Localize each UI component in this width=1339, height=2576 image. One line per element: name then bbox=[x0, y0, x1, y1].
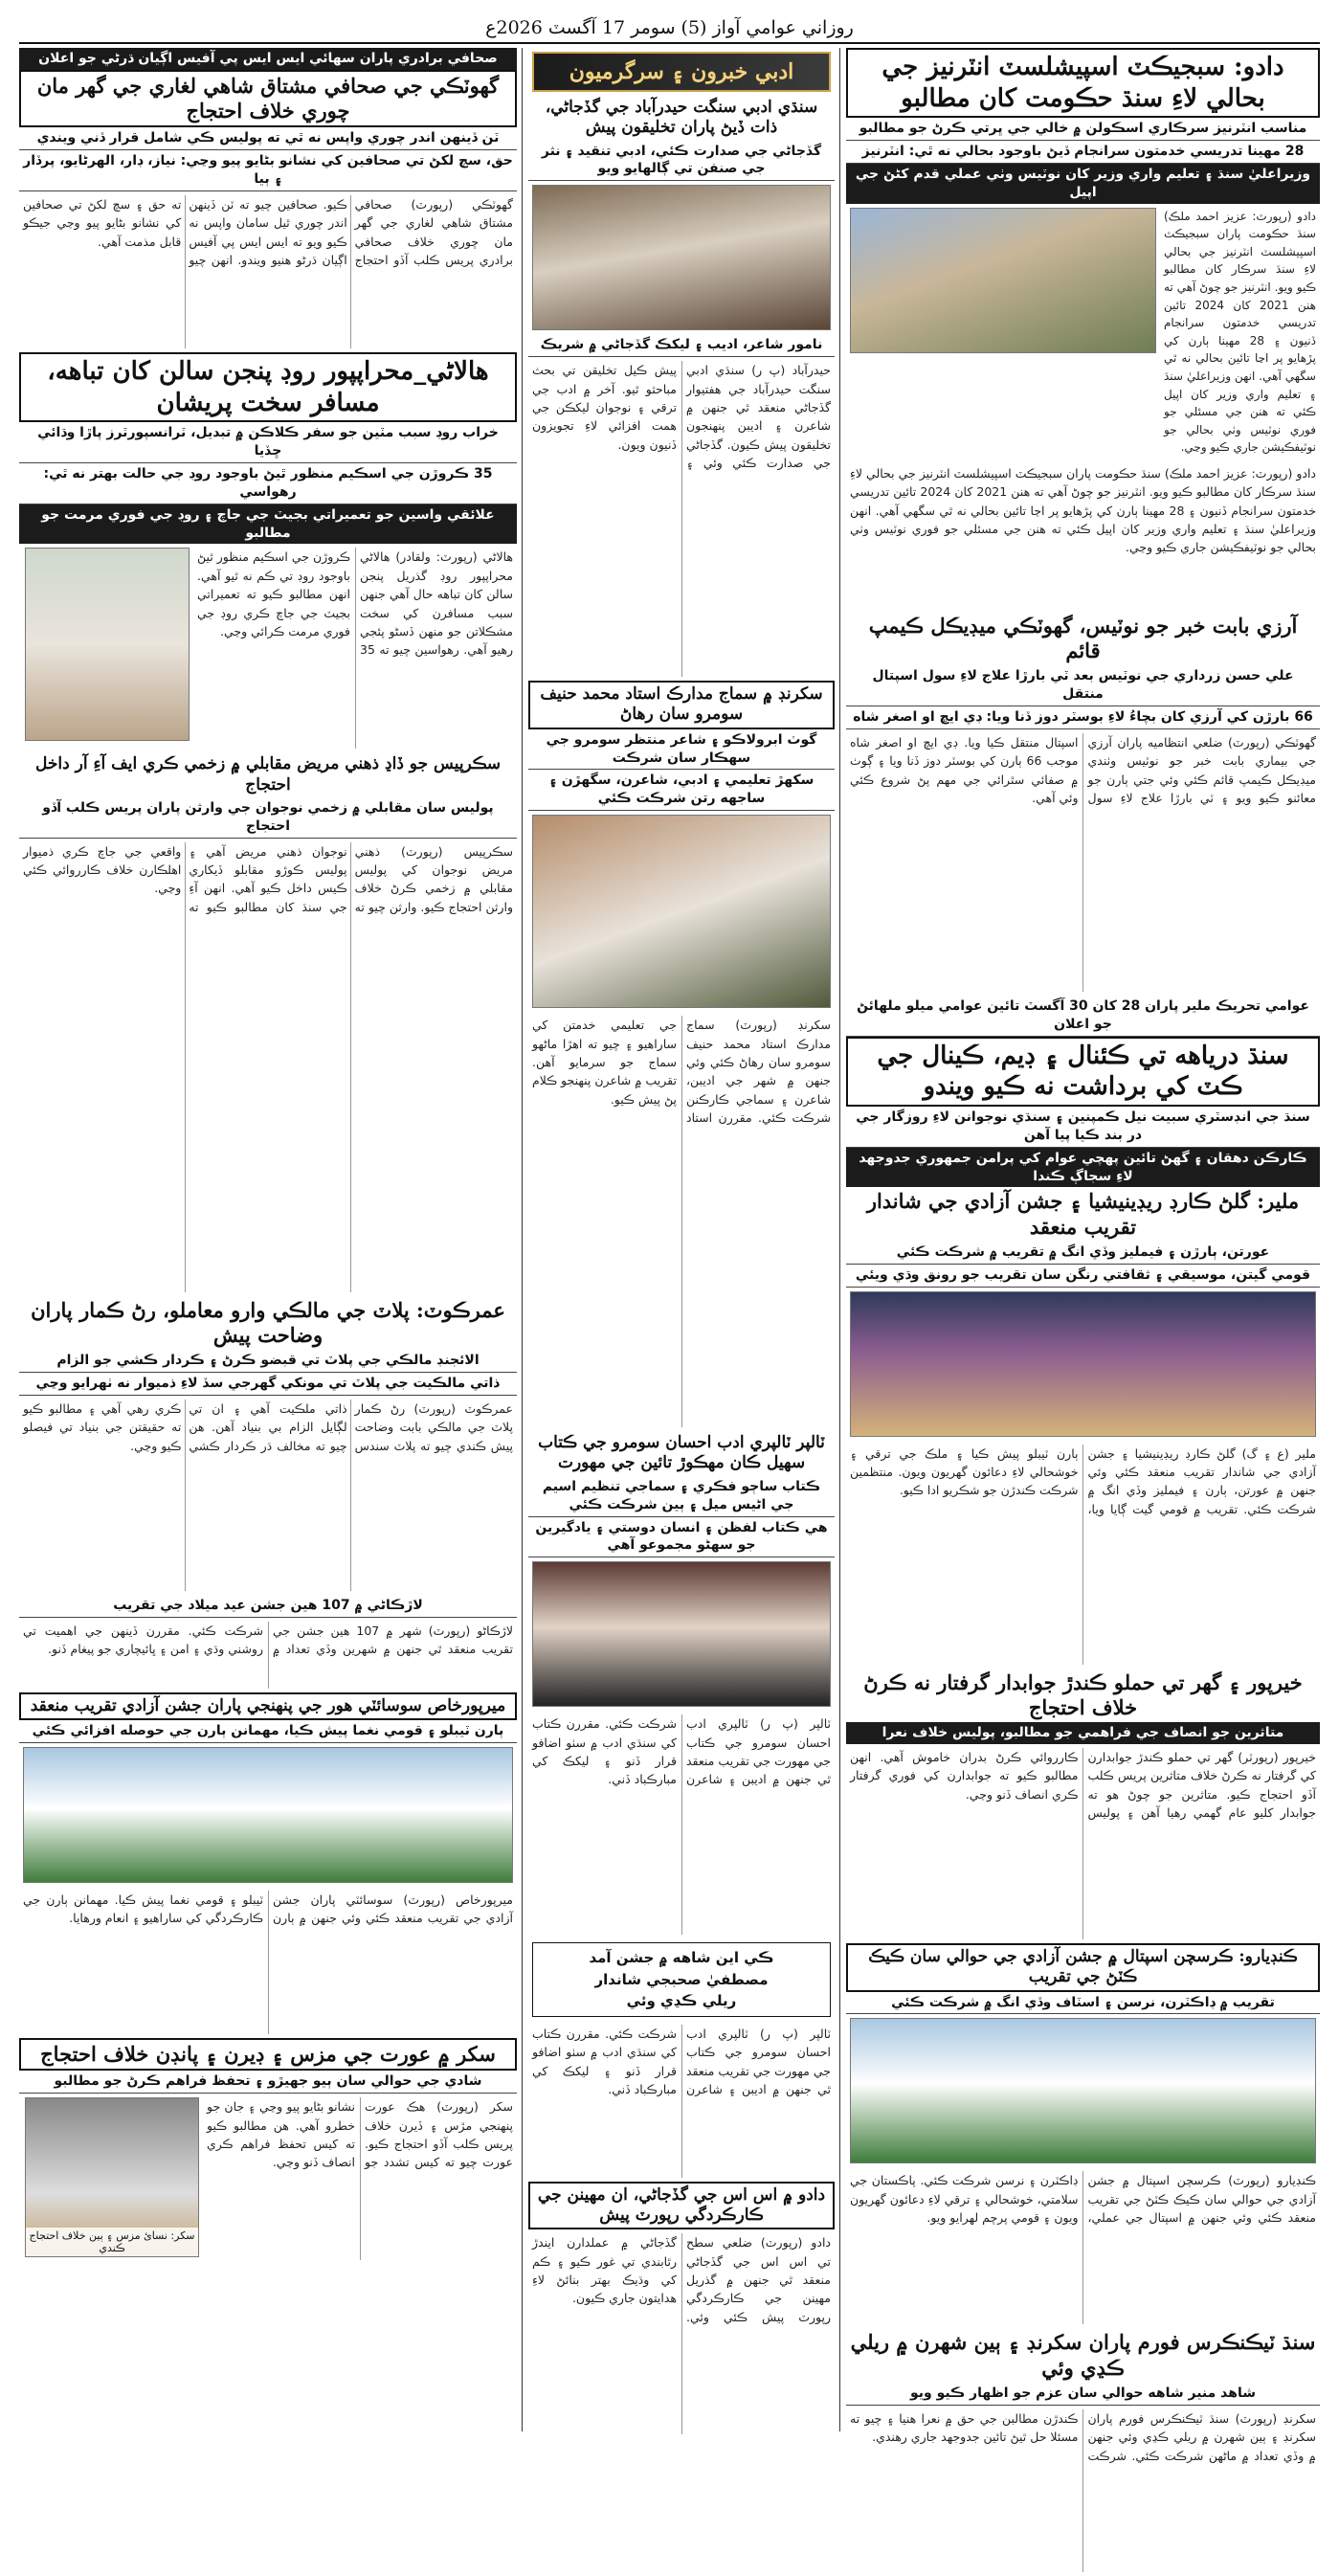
story-body: حيدرآباد (پ ر) سنڌي ادبي سنگت حيدرآباد جي هفتيوار گڏجاڻي منعقد ٿي جنهن ۾ شاعرن ۽ اديبن پنهنجون تخليقون پيش ڪيون. گڏجاڻي جي صدارت ڪئي وئي ۽ پيش ڪيل تخليقن تي بحث مباحثو ٿيو. آخر ۾ ادب جي ترقي ۽ نوجوان ليکڪن جي همت افزائي لاءِ تجويزون ڏنيون ويون. bbox=[532, 363, 831, 471]
story-body: گهوٽڪي (رپورٽ) ضلعي انتظاميه پاران آرزي جي بيماري بابت خبر جو نوٽيس وٺندي ميڊيڪل ڪيمپ قائم ڪئي وئي جتي ٻارن جو معائنو ڪيو ويو ۽ ٽي بارڙا علاج لاءِ سول اسپتال منتقل ڪيا ويا. ڊي ايڇ او اصغر شاه موجب 66 ٻارن کي بوسٽر دوز ڏنا ويا ۽ ڳوٺ ۾ صفائي سٿرائي جي مهم پڻ شروع ڪئي وئي آهي. bbox=[850, 735, 1316, 806]
literary-news-banner: ادبي خبرون ۽ سرگرميون bbox=[532, 52, 831, 92]
story-sub: گوٺ ابرولاڪو ۽ شاعر منتظر سومرو جي سهڪار سان شرڪت bbox=[528, 729, 835, 771]
story-sub: حق، سچ لکڻ تي صحافين کي نشانو بڻايو پيو وڃي: نياز، ڊار، الهرڻايو، پرڏار ۽ ٻيا bbox=[19, 150, 517, 191]
story-body: خيرپور (رپورٽر) گهر تي حملو ڪندڙ جوابدارن کي گرفتار نه ڪرڻ خلاف متاثرين پريس ڪلب آڏو احتجاج ڪيو. متاثرين جو چوڻ هو ته جوابدار کليو عام گهمي رهيا آهن ۽ پوليس ڪارروائي ڪرڻ بدران خاموش آهي. انهن مطالبو ڪيو ته جوابدارن کي فوري گرفتار ڪري انصاف ڏنو وڃي. bbox=[850, 1750, 1316, 1821]
story-sub: شادي جي حوالي سان ٻيو جهيڙو ۽ تحفظ فراهم ڪرڻ جو مطالبو bbox=[19, 2071, 517, 2094]
story-headline: سڪرپيس جو ڏاڍ ذهني مريض مقابلي ۾ زخمي ڪري ايف آءِ آر داخل احتجاج bbox=[35, 754, 501, 795]
photo-caption: نامور شاعر، اديب ۽ ليکڪ گڏجاڻي ۾ شريڪ bbox=[528, 334, 835, 357]
story-body: لاڙڪاڻو (رپورٽ) شهر ۾ 107 هين جشن جي تقريب منعقد ٿي جنهن ۾ شهرين وڏي تعداد ۾ شرڪت ڪئي. مقررن ڏينهن جي اهميت تي روشني وڌي ۽ امن ۽ ڀائيچاري جو پيغام ڏنو. bbox=[23, 1623, 513, 1657]
story-body: دادو (رپورٽ) ضلعي سطح تي اس اس جي گڏجاڻي منعقد ٿي جنهن ۾ گذريل مهينن جي ڪارڪردگي رپورٽ پيش ڪئي وئي. گڏجاڻي ۾ عملدارن ايندڙ رٿابندي تي غور ڪيو ۽ ڪم کي وڌيڪ بهتر بنائڻ لاءِ هدايتون جاري ڪيون. bbox=[532, 2235, 831, 2324]
woman-portrait-photo bbox=[25, 2097, 199, 2257]
story-headline: سکرنڊ ۾ سماج مدارڪ استاد محمد حنيف سومرو سان رهاڻ bbox=[528, 681, 835, 729]
lead-sub: 28 مهينا تدريسي خدمتون سرانجام ڏيڻ باوجود بحالي نه ٿي: انٽرنيز bbox=[846, 141, 1320, 164]
story-body: ملير (ع ۽ گ) گلڻ ڪارڊ ريڊينيشيا ۽ جشن آزادي جي شاندار تقريب منعقد ڪئي وئي جنهن ۾ عورتن، ٻارن ۽ فيمليز وڏي انگ ۾ شرڪت ڪئي. تقريب ۾ قومي گيت ڳايا ويا، ٻارن ٽيبلو پيش ڪيا ۽ ملڪ جي ترقي ۽ خوشحالي لاءِ دعائون گهريون ويون. منتظمين شرڪت ڪندڙن جو شڪريو ادا ڪيو. bbox=[850, 1445, 1316, 1516]
story-sub: تقريب ۾ ڊاڪٽرن، نرسن ۽ اسٽاف وڏي انگ ۾ شرڪت ڪئي bbox=[846, 1992, 1320, 2015]
story-sub: سنڌ جي انڊسٽري سبيت نيل ڪمپنين ۽ سنڌي نوجوانن لاءِ روزگار جي در بند ڪيا پيا آهن bbox=[846, 1107, 1320, 1148]
road-story-row bbox=[19, 544, 517, 752]
story-body: ٽالپر (پ ر) ٽالپري ادب احسان سومرو جي ڪتاب جي مهورت جي تقريب منعقد ٿي جنهن ۾ اديبن ۽ شاعرن شرڪت ڪئي. مقررن ڪتاب کي سنڌي ادب ۾ سٺو اضافو قرار ڏنو ۽ ليکڪ کي مبارڪباد ڏني. bbox=[532, 2026, 831, 2096]
story-body: عمرڪوٽ (رپورٽ) رڻ ڪمار پلاٽ جي مالڪي بابت وضاحت پيش ڪندي چيو ته پلاٽ سندس ذاتي ملڪيت آهي ۽ ان تي لڳايل الزام بي بنياد آهن. هن چيو ته مخالف ڌر ڪردار ڪشي ڪري رهي آهي ۽ مطالبو ڪيو ته حقيقتن جي بنياد تي فيصلو ڪيو وڃي. bbox=[23, 1400, 513, 1453]
protest-photo bbox=[850, 208, 1156, 353]
masthead: روزاني عوامي آواز (5) سومر 17 آگسٽ 2026ع bbox=[19, 13, 1320, 44]
story-headline: ميرپورخاص سوسائٽي هور جي پنهنجي پاران جشن آزادي تقريب منعقد bbox=[19, 1692, 517, 1720]
story-body: سکر (رپورٽ) هڪ عورت پنهنجي مڙس ۽ ڏيرن خلاف پريس ڪلب آڏو احتجاج ڪيو. عورت چيو ته کيس تشدد جو نشانو بڻايو پيو وڃي ۽ جان جو خطرو آهي. هن مطالبو ڪيو ته کيس تحفظ فراهم ڪري انصاف ڏنو وڃي. bbox=[207, 2099, 513, 2170]
story-sub: ٽن ڏينهن اندر چوري واپس نه ٿي ته پوليس ڪي شامل قرار ڏني ويندي bbox=[19, 127, 517, 150]
story-sub: صحافي برادري پاران سهائي ايس ايس پي آفيس اڳيان ڌرڻي جو اعلان bbox=[19, 48, 517, 70]
story-sub: ڪارڪن دهقان ۽ گهڻ تائين پهچي عوام کي پرامن جمهوري جدوجهد لاءِ سجاڳ ڪندا bbox=[846, 1148, 1320, 1188]
story-sub: علي حسن زرداري جي نوٽيس بعد ٽي بارڙا علاج لاءِ سول اسپتال منتقل bbox=[846, 665, 1320, 706]
story-sub: علائقي واسين جو تعميراتي بجيٽ جي جاچ ۽ روڊ جي فوري مرمت جو مطالبو bbox=[19, 504, 517, 545]
story-sub: سکهڙ تعليمي ۽ ادبي، شاعرن، سگهڙن ۽ ساجهه رتن شرڪت ڪئي bbox=[528, 770, 835, 811]
story-body: هالاڻي (رپورٽ: ولقادر) هالاڻي محراپپور روڊ گذريل پنجن سالن کان تباهه حال آهي جنهن سبب مسافرن کي سخت مشڪلاتن جو منهن ڏسڻو پئجي رهيو آهي. رهواسين چيو ته 35 ڪروڙن جي اسڪيم منظور ٿيڻ باوجود روڊ تي ڪم نه ٿيو آهي. انهن مطالبو ڪيو ته تعميراتي بجيٽ جي جاچ ڪري روڊ جي فوري مرمت ڪرائي وڃي. bbox=[197, 549, 513, 658]
story-headline: ملير: گلڻ ڪارڊ ريڊينيشيا ۽ جشن آزادي جي شاندار تقريب منعقد bbox=[866, 1189, 1300, 1239]
story-body: سکرنڊ (رپورٽ) سنڌ ٽيڪنڪرس فورم پاران سکرنڊ ۽ ٻين شهرن ۾ ريلي ڪڍي وئي جنهن ۾ وڏي تعداد ۾ ماڻهن شرڪت ڪئي. شرڪت ڪندڙن مطالبن جي حق ۾ نعرا هنيا ۽ چيو ته مسئلا حل ٿيڻ تائين جدوجهد جاري رهندي. bbox=[850, 2410, 1316, 2463]
lead-headline: دادو: سبجيڪٽ اسپيشلسٽ انٽرنيز جي بحالي لاءِ سنڌ حڪومت کان مطالبو bbox=[846, 48, 1320, 118]
story-headline: عمرڪوٽ: پلاٽ جي مالڪي وارو معاملو، رڻ ڪمار پاران وضاحت پيش bbox=[31, 1297, 505, 1347]
notice-line: مصطفيٰ صحبجي شاندار bbox=[594, 1970, 769, 1988]
column-rule bbox=[839, 48, 840, 2431]
protest-story-row bbox=[19, 2094, 517, 2264]
story-body: گهوٽڪي (رپورٽ) صحافي مشتاق شاهي لغاري جي گهر مان چوري خلاف صحافي برادري پريس ڪلب آڏو احتجاج ڪيو. صحافين چيو ته ٽن ڏينهن اندر چوري ٿيل سامان واپس نه ڪيو ويو ته ايس ايس پي آفيس اڳيان ڌرڻو هنيو ويندو. انهن چيو ته حق ۽ سچ لکڻ تي صحافين کي نشانو بڻايو پيو وڃي جيڪو قابل مذمت آهي. bbox=[23, 197, 513, 268]
story-sub: الائجنڊ مالڪي جي پلاٽ تي قبضو ڪرڻ ۽ ڪردار ڪشي جو الزام bbox=[19, 1350, 517, 1373]
notice-title: ڪي اين شاهه ۾ جشن آمد bbox=[589, 1949, 774, 1967]
story-sub: لاڙڪاڻي ۾ 107 هين جشن عيد ميلاد جي تقريب bbox=[19, 1595, 517, 1618]
story-sub: ڪتاب ساڄو فڪري ۽ سماجي تنظيم اسيم جي اڻيس ميل ۽ ٻين شرڪت ڪئي bbox=[528, 1476, 835, 1517]
damaged-road-photo bbox=[25, 548, 190, 741]
story-body: ڪنڊيارو (رپورٽ) ڪرسچن اسپتال ۾ جشن آزادي جي حوالي سان ڪيڪ ڪٽڻ جي تقريب منعقد ڪئي وئي جنهن ۾ اسپتال جي عملي، ڊاڪٽرن ۽ نرسن شرڪت ڪئي. پاڪستان جي سلامتي، خوشحالي ۽ ترقي لاءِ دعائون گهريون ويون ۽ قومي پرچم لهرايو ويو. bbox=[850, 2173, 1316, 2226]
cake-ceremony-photo bbox=[850, 2018, 1316, 2163]
story-headline: سنڌي ادبي سنگت حيدرآباد جي گڏجاڻي، ذات ڏيڻ پاران تخليقون پيش bbox=[545, 98, 818, 138]
story-sub: ٻارن ٽيبلو ۽ قومي نغما پيش ڪيا، مهمانن ٻارن جي حوصله افزائي ڪئي bbox=[19, 1720, 517, 1743]
column-right bbox=[846, 48, 1320, 2463]
story-headline: سکر ۾ عورت جي مزس ۽ ڊيرن ۽ پانڊن خلاف احتجاج bbox=[19, 2038, 517, 2071]
story-sub: گڏجاڻي جي صدارت ڪئي، ادبي تنقيد ۽ نثر جي صنفن تي ڳالهايو ويو bbox=[528, 141, 835, 182]
lead-body-cont: دادو (رپورٽ: عزيز احمد ملڪ) سنڌ حڪومت پاران سبجيڪٽ اسپيشلسٽ انٽرنيز جي بحالي لاءِ سنڌ سرڪار کان مطالبو ڪيو ويو. انٽرنيز جو چوڻ آهي ته هنن 2021 کان 2024 تائين تدريسي خدمتون سرانجام ڏنيون ۽ 28 مهينا ٻارن کي پڙهايو پر اڃا تائين بحالي نه ٿي سگهي آهي. انهن وزيراعليٰ سنڌ ۽ تعليم واري وزير کان اپيل ڪئي ته هنن جي مسئلي جو فوري نوٽيس وٺي بحالي جو نوٽيفڪيشن جاري ڪيو وڃي. bbox=[850, 465, 1316, 555]
book-launch-photo bbox=[532, 1561, 831, 1707]
story-headline: سنڌ ٽيڪنڪرس فورم پاران سکرنڊ ۽ ٻين شهرن ۾ ريلي ڪڍي وئي bbox=[850, 2330, 1316, 2380]
story-body: سکرنڊ (رپورٽ) سماج مدارڪ استاد محمد حنيف سومرو سان رهاڻ ڪئي وئي جنهن ۾ شهر جي اديبن، شاعرن ۽ سماجي ڪارڪنن شرڪت ڪئي. مقررن استاد جي تعليمي خدمتن کي ساراهيو ۽ چيو ته اهڙا ماڻهو سماج جو سرمايو آهن. تقريب ۾ شاعرن پنهنجو ڪلام پڻ پيش ڪيو. bbox=[532, 1018, 831, 1126]
lead-story-row bbox=[846, 204, 1320, 460]
story-headline: گهوٽڪي جي صحافي مشتاق شاهي لغاري جي گهر مان چوري خلاف احتجاج bbox=[19, 70, 517, 128]
story-sub: متاثرين جو انصاف جي فراهمي جو مطالبو، پوليس خلاف نعرا bbox=[846, 1722, 1320, 1744]
story-headline: آرزي بابت خبر جو نوٽيس، گهوٽڪي ميڊيڪل ڪيمپ قائم bbox=[868, 613, 1298, 663]
columns bbox=[19, 48, 1320, 2463]
notice-box bbox=[532, 1942, 831, 2017]
story-sub: عوامي تحريڪ ملير پاران 28 کان 30 آگسٽ تائين عوامي ميلو ملهائڻ جو اعلان bbox=[846, 996, 1320, 1037]
story-sub: خراب روڊ سبب مٽين جو سفر ڪلاڪن ۾ تبديل، ٽرانسپورٽرز پاڙا وڌائي ڇڏيا bbox=[19, 422, 517, 463]
story-headline: ٽالپر ٽالپري ادب احسان سومرو جي ڪتاب سهيل ڪان مهڪوڙ تائين جي مهورت bbox=[538, 1433, 825, 1473]
story-headline: دادو ۾ اس اس جي گڏجاڻي، ان مهينن جي ڪارڪردگي رپورٽ پيش bbox=[528, 2182, 835, 2230]
story-sub: پوليس سان مقابلي ۾ زخمي نوجوان جي وارثن پاران پريس ڪلب آڏو احتجاج bbox=[19, 797, 517, 839]
literary-meeting-photo bbox=[532, 185, 831, 330]
story-headline: خيرپور ۽ گهر تي حملو ڪندڙ جوابدار گرفتار نه ڪرڻ خلاف احتجاج bbox=[863, 1669, 1303, 1719]
lead-sub: مناسب انٽرنيز سرڪاري اسڪولن ۾ خالي جي ڀرتي ڪرڻ جو مطالبو bbox=[846, 118, 1320, 141]
lead-sub: وزيراعليٰ سنڌ ۽ تعليم واري وزير کان نوٽيس وٺي عملي قدم کڻڻ جي اپيل bbox=[846, 164, 1320, 204]
story-sub: قومي گيتن، موسيقي ۽ ثقافتي رنگن سان تقريب جو رونق وڌي ويئي bbox=[846, 1265, 1320, 1288]
story-headline: هالاڻي_محراپپور روڊ پنجن سالن کان تباهه، مسافر سخت پريشان bbox=[19, 352, 517, 422]
story-body: سڪرپيس (رپورٽ) ذهني مريض نوجوان کي پوليس مقابلي ۾ زخمي ڪرڻ خلاف وارثن احتجاج ڪيو. وارثن چيو ته نوجوان ذهني مريض آهي ۽ پوليس ڪوڙو مقابلو ڏيکاري ڪيس داخل ڪيو آهي. انهن آءِ جي سنڌ کان مطالبو ڪيو ته واقعي جي جاچ ڪري ذميوار اهلڪارن خلاف ڪارروائي ڪئي وڃي. bbox=[23, 843, 513, 914]
column-middle bbox=[528, 48, 835, 2431]
gathering-photo bbox=[532, 815, 831, 1008]
story-sub: ذاتي مالڪيت جي پلاٽ تي مونکي گهرجي سڏ لاءِ ذميوار نه ٺهرايو وڃي bbox=[19, 1373, 517, 1396]
story-sub: شاهد منير شاهه حوالي سان عزم جو اظهار ڪيو ويو bbox=[846, 2383, 1320, 2406]
notice-line: ريلي ڪڍي وئي bbox=[626, 1992, 737, 2010]
story-body: ميرپورخاص (رپورٽ) سوسائٽي پاران جشن آزادي جي تقريب منعقد ڪئي وئي جنهن ۾ ٻارن ٽيبلو ۽ قومي نغما پيش ڪيا. مهمانن ٻارن جي ڪارڪردگي کي ساراهيو ۽ انعام ورهايا. bbox=[23, 1893, 513, 1926]
column-rule bbox=[522, 48, 523, 2431]
story-sub: عورتن، ٻارڙن ۽ فيمليز وڏي انگ ۾ تقريب ۾ شرڪت ڪئي bbox=[846, 1242, 1320, 1265]
photo-caption: سکر: نسائ مزس ۽ ٻين خلاف احتجاج ڪندي bbox=[26, 2228, 198, 2256]
story-body: ٽالپر (پ ر) ٽالپري ادب احسان سومرو جي ڪتاب جي مهورت جي تقريب منعقد ٿي جنهن ۾ اديبن ۽ شاعرن شرڪت ڪئي. مقررن ڪتاب کي سنڌي ادب ۾ سٺو اضافو قرار ڏنو ۽ ليکڪ کي مبارڪباد ڏني. bbox=[532, 1716, 831, 1787]
story-sub: هي ڪتاب لفظن ۽ انسان دوستي ۽ يادگيرين جو سهڻو مجموعو آهي bbox=[528, 1517, 835, 1558]
column-left bbox=[19, 48, 517, 2431]
lead-body: دادو (رپورٽ: عزيز احمد ملڪ) سنڌ حڪومت پاران سبجيڪٽ اسپيشلسٽ انٽرنيز جي بحالي لاءِ سنڌ سرڪار کان مطالبو ڪيو ويو. انٽرنيز جو چوڻ آهي ته هنن 2021 کان 2024 تائين تدريسي خدمتون سرانجام ڏنيون ۽ 28 مهينا ٻارن کي پڙهايو پر اڃا تائين بحالي نه ٿي سگهي آهي. انهن وزيراعليٰ سنڌ ۽ تعليم واري وزير کان اپيل ڪئي ته هنن جي مسئلي جو فوري نوٽيس وٺي بحالي جو نوٽيفڪيشن جاري ڪيو وڃي. bbox=[1164, 209, 1316, 455]
story-sub: 66 بارڙن کي آرزي کان بچاءُ لاءِ بوسٽر دوز ڏنا ويا: ڊي ايڇ او اصغر شاه bbox=[846, 706, 1320, 729]
event-photo bbox=[850, 1291, 1316, 1437]
independence-day-photo bbox=[23, 1747, 513, 1883]
story-headline: سنڌ درياهه تي ڪئنال ۽ ڊيم، ڪينال جي ڪٽ کي برداشت نه ڪيو ويندو bbox=[846, 1037, 1320, 1107]
story-sub: 35 ڪروڙن جي اسڪيم منظور ٿيڻ باوجود روڊ جي حالت بهتر نه ٿي: رهواسي bbox=[19, 463, 517, 504]
story-headline: ڪنڊيارو: ڪرسچن اسپتال ۾ جشن آزادي جي حوالي سان ڪيڪ ڪٽڻ جي تقريب bbox=[846, 1943, 1320, 1992]
